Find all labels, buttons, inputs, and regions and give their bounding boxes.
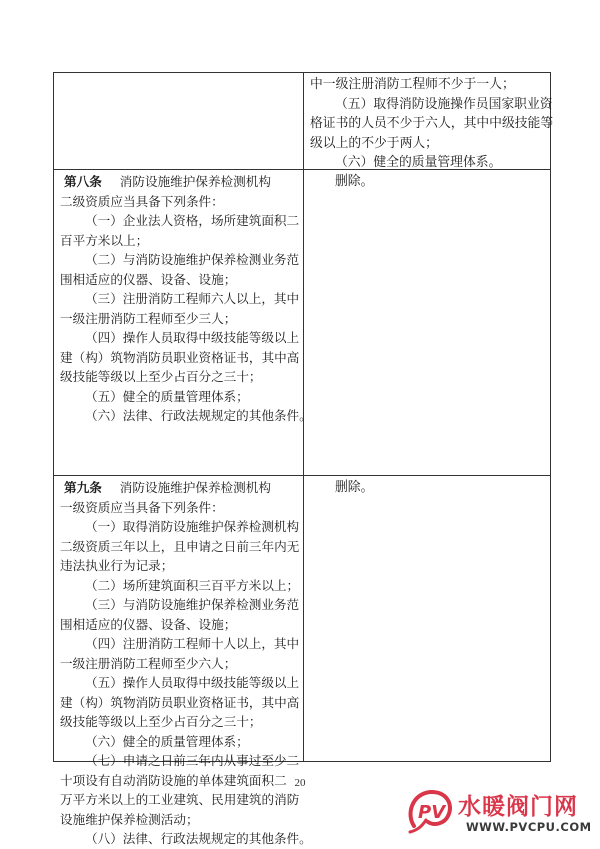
line-text: （七）申请之日前三年内从事过至少二 (85, 753, 300, 768)
line-text: 一级注册消防工程师至少三人； (60, 310, 237, 326)
line-text: 万平方米以上的工业建筑、民用建筑的消防 (60, 792, 300, 807)
text-line (60, 634, 300, 654)
line-text: （三）注册消防工程师六人以上，其中 (85, 291, 300, 306)
line-text: 百平方米以上； (60, 232, 149, 248)
article-number: 第九条 (64, 480, 102, 495)
text-line (310, 75, 544, 95)
site-name: 水暖阀门网 (458, 794, 578, 820)
original-text-cell (54, 73, 303, 75)
text-line (60, 693, 300, 713)
line-text: 十项设有自动消防设施的单体建筑面积二 (60, 772, 287, 788)
text-line (60, 328, 300, 348)
text-line (60, 732, 297, 752)
text-line (60, 289, 300, 309)
line-text: 二级资质三年以上，且申请之日前三年内无 (60, 538, 300, 554)
page-number: 20 (294, 777, 306, 789)
watermark (404, 784, 592, 842)
line-text: （二）与消防设施维护保养检测业务范 (85, 252, 300, 267)
svg-text:PV: PV (418, 802, 446, 823)
text-line (60, 498, 297, 518)
text-line (60, 654, 297, 674)
line-text: （一）企业法人资格，场所建筑面积二 (85, 213, 300, 228)
text-line (60, 192, 297, 212)
line-text: 消防设施维护保养检测机构 (119, 174, 271, 189)
text-line (60, 615, 297, 635)
line-text: （六）健全的质量管理体系。 (335, 155, 502, 171)
text-line (310, 114, 554, 134)
text-line (60, 478, 297, 498)
line-text: 围相适应的仪器、设备、设施； (60, 271, 237, 287)
line-text: （八）法律、行政法规规定的其他条件。 (85, 831, 312, 846)
text-line (60, 556, 297, 576)
text-line (60, 231, 297, 251)
line-text: （五）取得消防设施操作员国家职业资 (335, 96, 553, 112)
site-url: WWW.PVCPU.COM (466, 820, 592, 834)
line-text: 中一级注册消防工程师不少于一人； (310, 77, 515, 92)
line-text: 删除。 (335, 174, 374, 189)
line-text: （六）健全的质量管理体系； (85, 733, 249, 749)
text-line (60, 517, 300, 537)
text-line (60, 348, 300, 368)
text-line (60, 387, 297, 407)
site-logo-icon (404, 786, 456, 838)
line-text: （四）操作人员取得中级技能等级以上 (85, 330, 300, 345)
line-text: 一级注册消防工程师至少六人； (60, 655, 237, 671)
text-line (60, 576, 300, 596)
line-text: 级以上的不少于两人； (310, 135, 438, 151)
text-line (60, 211, 300, 231)
line-text: 一级资质应当具备下列条件： (60, 499, 224, 515)
line-text: （一）取得消防设施维护保养检测机构 (85, 519, 300, 534)
revised-text-cell (304, 476, 550, 498)
line-text: 删除。 (335, 480, 374, 495)
article-number: 第八条 (64, 174, 102, 189)
line-text: （六）法律、行政法规规定的其他条件。 (85, 408, 312, 423)
line-text: （二）场所建筑面积三百平方米以上； (85, 577, 300, 593)
text-line (60, 309, 297, 329)
revised-text-cell (304, 73, 554, 173)
text-line (310, 134, 544, 154)
table-row (54, 170, 550, 476)
line-text: （三）与消防设施维护保养检测业务范 (85, 597, 300, 612)
text-line (60, 270, 297, 290)
text-line (60, 673, 300, 693)
original-text-cell (54, 170, 312, 426)
line-text: 级技能等级以上至少占百分之三十； (60, 369, 262, 384)
line-text: 违法执业行为记录； (60, 558, 174, 573)
text-line (60, 712, 297, 732)
table-row (54, 73, 554, 171)
text-line (60, 790, 300, 810)
text-line (60, 172, 297, 192)
line-text: 格证书的人员不少于六人，其中中级技能等 (310, 116, 554, 132)
text-line (60, 250, 300, 270)
line-text: 设施维护保养检测活动； (60, 811, 199, 827)
line-text: 二级资质应当具备下列条件： (60, 193, 224, 209)
line-text: 消防设施维护保养检测机构 (119, 480, 271, 495)
original-text-cell (54, 476, 312, 849)
text-line (60, 810, 297, 830)
text-line (310, 478, 544, 498)
text-line (60, 406, 312, 426)
text-line (310, 172, 544, 192)
line-text: 围相适应的仪器、设备、设施； (60, 616, 237, 632)
text-line (60, 537, 300, 557)
line-text: 建（构）筑物消防员职业资格证书，其中高 (60, 349, 300, 365)
line-text: 建（构）筑物消防员职业资格证书，其中高 (60, 694, 300, 710)
line-text: （四）注册消防工程师十人以上，其中 (85, 636, 300, 651)
line-text: （五）操作人员取得中级技能等级以上 (85, 675, 300, 690)
line-text: 级技能等级以上至少占百分之三十； (60, 714, 262, 729)
text-line (60, 751, 300, 771)
text-line (60, 595, 300, 615)
text-line (60, 367, 297, 387)
text-line (310, 95, 553, 115)
text-line (60, 829, 312, 849)
revised-text-cell (304, 170, 550, 192)
line-text: （五）健全的质量管理体系； (85, 388, 249, 404)
